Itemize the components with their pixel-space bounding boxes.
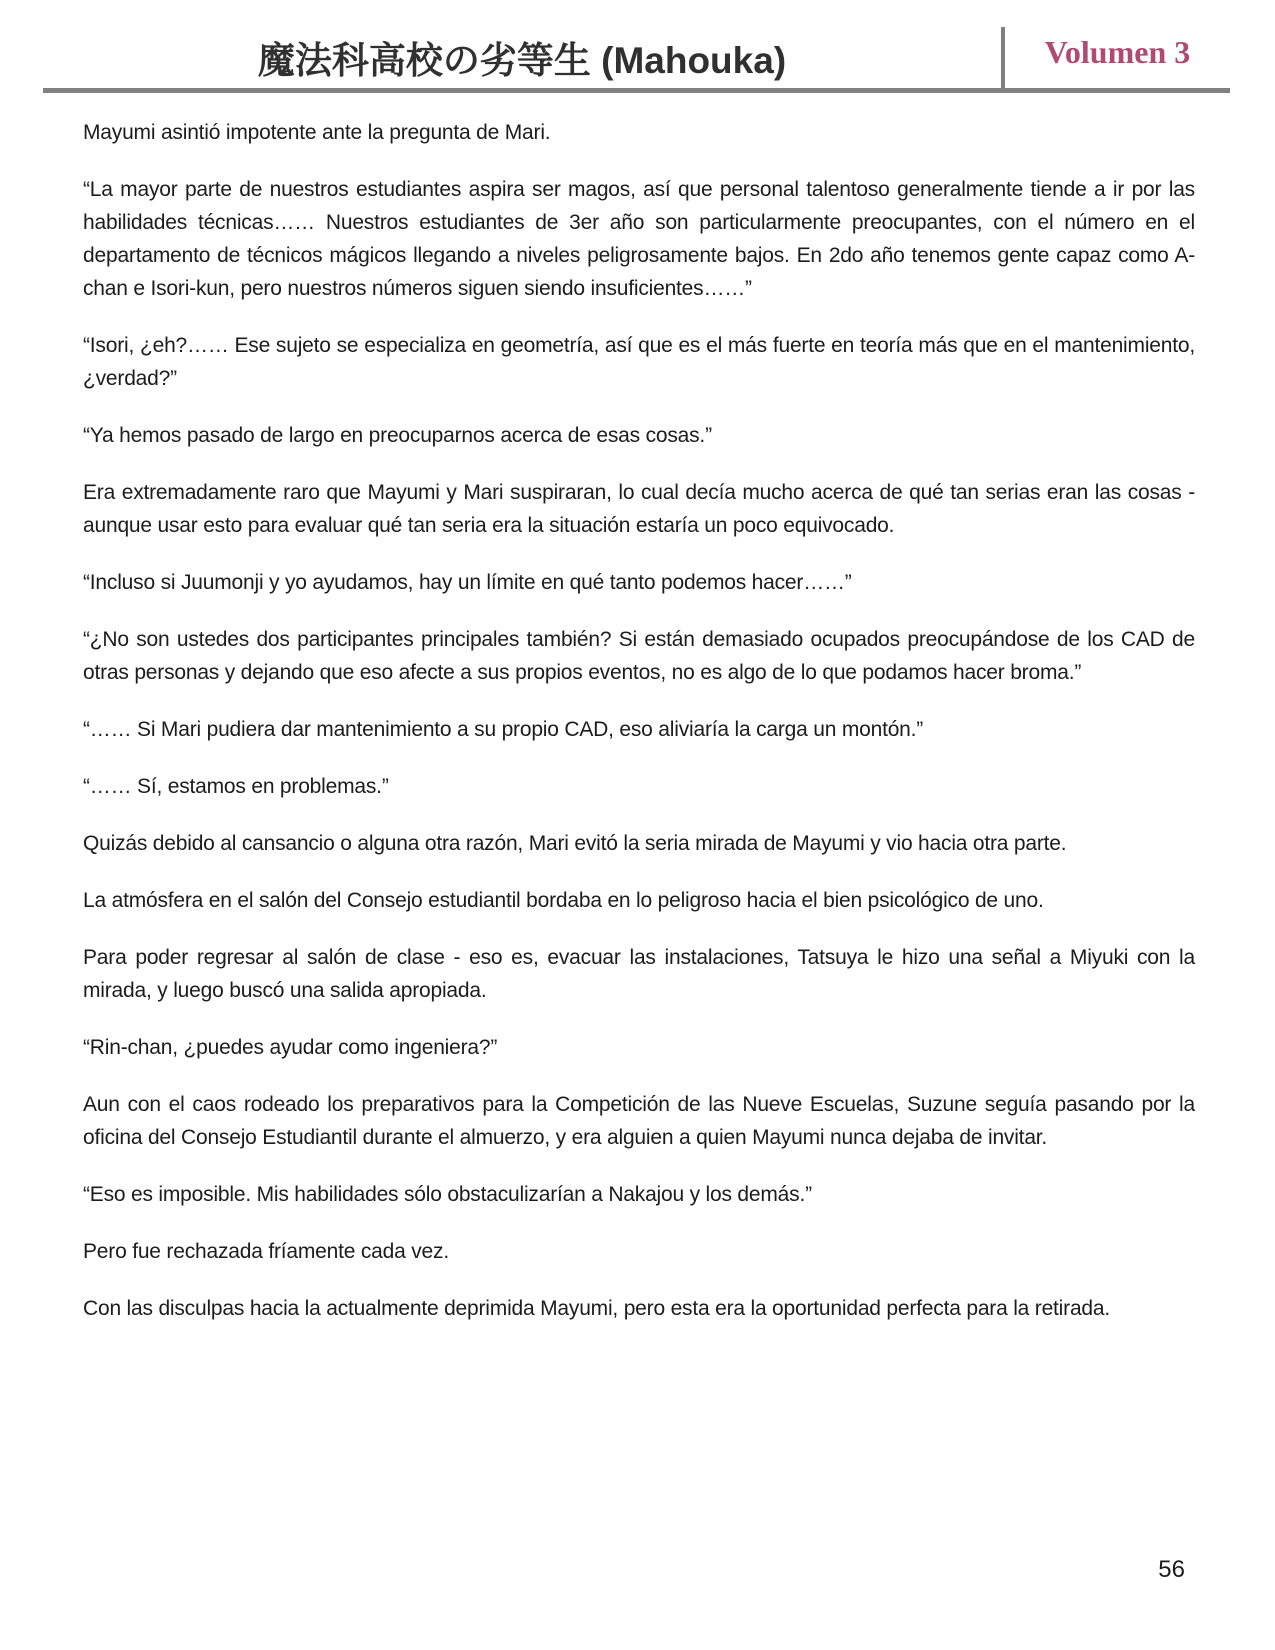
paragraph: “…… Si Mari pudiera dar mantenimiento a su propio CAD, eso aliviaría la carga un montón.”: [83, 718, 924, 741]
paragraph: “Ya hemos pasado de largo en preocuparnos acerca de esas cosas.”: [83, 424, 712, 447]
paragraph: “Rin-chan, ¿puedes ayudar como ingeniera?”: [83, 1036, 498, 1059]
page-body: [83, 116, 1195, 1349]
paragraph: “…… Sí, estamos en problemas.”: [83, 775, 389, 798]
paragraph: “¿No son ustedes dos participantes principales también? Si están demasiado ocupados preocupándose de los CAD de otras personas y dejando que eso afecte a sus propios eventos, no es algo de lo que podamos hacer broma.”: [83, 628, 1195, 684]
page-header: [0, 0, 1275, 93]
document-title: 魔法科高校の劣等生 (Mahouka): [257, 40, 787, 81]
paragraph: Aun con el caos rodeado los preparativos para la Competición de las Nueve Escuelas, Suzune seguía pasando por la oficina del Consejo Estudiantil durante el almuerzo, y era alguien a quien Mayumi nunca dejaba de invitar.: [83, 1093, 1195, 1149]
paragraph: Mayumi asintió impotente ante la pregunta de Mari.: [83, 121, 551, 144]
paragraph: Para poder regresar al salón de clase - eso es, evacuar las instalaciones, Tatsuya le hizo una señal a Miyuki con la mirada, y luego buscó una salida apropiada.: [83, 946, 1195, 1002]
paragraph: La atmósfera en el salón del Consejo estudiantil bordaba en lo peligroso hacia el bien psicológico de uno.: [83, 889, 1044, 912]
page-number: 56: [1158, 1556, 1185, 1583]
paragraph: Pero fue rechazada fríamente cada vez.: [83, 1240, 449, 1263]
paragraph: Con las disculpas hacia la actualmente deprimida Mayumi, pero esta era la oportunidad perfecta para la retirada.: [83, 1297, 1111, 1320]
paragraph: “Incluso si Juumonji y yo ayudamos, hay un límite en qué tanto podemos hacer……”: [83, 571, 852, 594]
paragraph: “Eso es imposible. Mis habilidades sólo obstaculizarían a Nakajou y los demás.”: [83, 1183, 812, 1206]
paragraph: Quizás debido al cansancio o alguna otra razón, Mari evitó la seria mirada de Mayumi y vio hacia otra parte.: [83, 832, 1067, 855]
paragraph: “La mayor parte de nuestros estudiantes aspira ser magos, así que personal talentoso generalmente tiende a ir por las habilidades técnicas…… Nuestros estudiantes de 3er año son particularmente preocupantes, con el número en el departamento de técnicos mágicos llegando a niveles peligrosamente bajos. En 2do año tenemos gente capaz como A-chan e Isori-kun, pero nuestros números siguen siendo insuficientes……”: [83, 178, 1195, 300]
paragraph: “Isori, ¿eh?…… Ese sujeto se especializa en geometría, así que es el más fuerte en teoría más que en el mantenimiento, ¿verdad?”: [83, 334, 1195, 390]
header-horizontal-rule: [43, 88, 1230, 93]
paragraph: Era extremadamente raro que Mayumi y Mari suspiraran, lo cual decía mucho acerca de qué tan serias eran las cosas - aunque usar esto para evaluar qué tan seria era la situación estaría un poco equivocado.: [83, 481, 1195, 537]
volume-label: Volumen 3: [1044, 34, 1191, 70]
